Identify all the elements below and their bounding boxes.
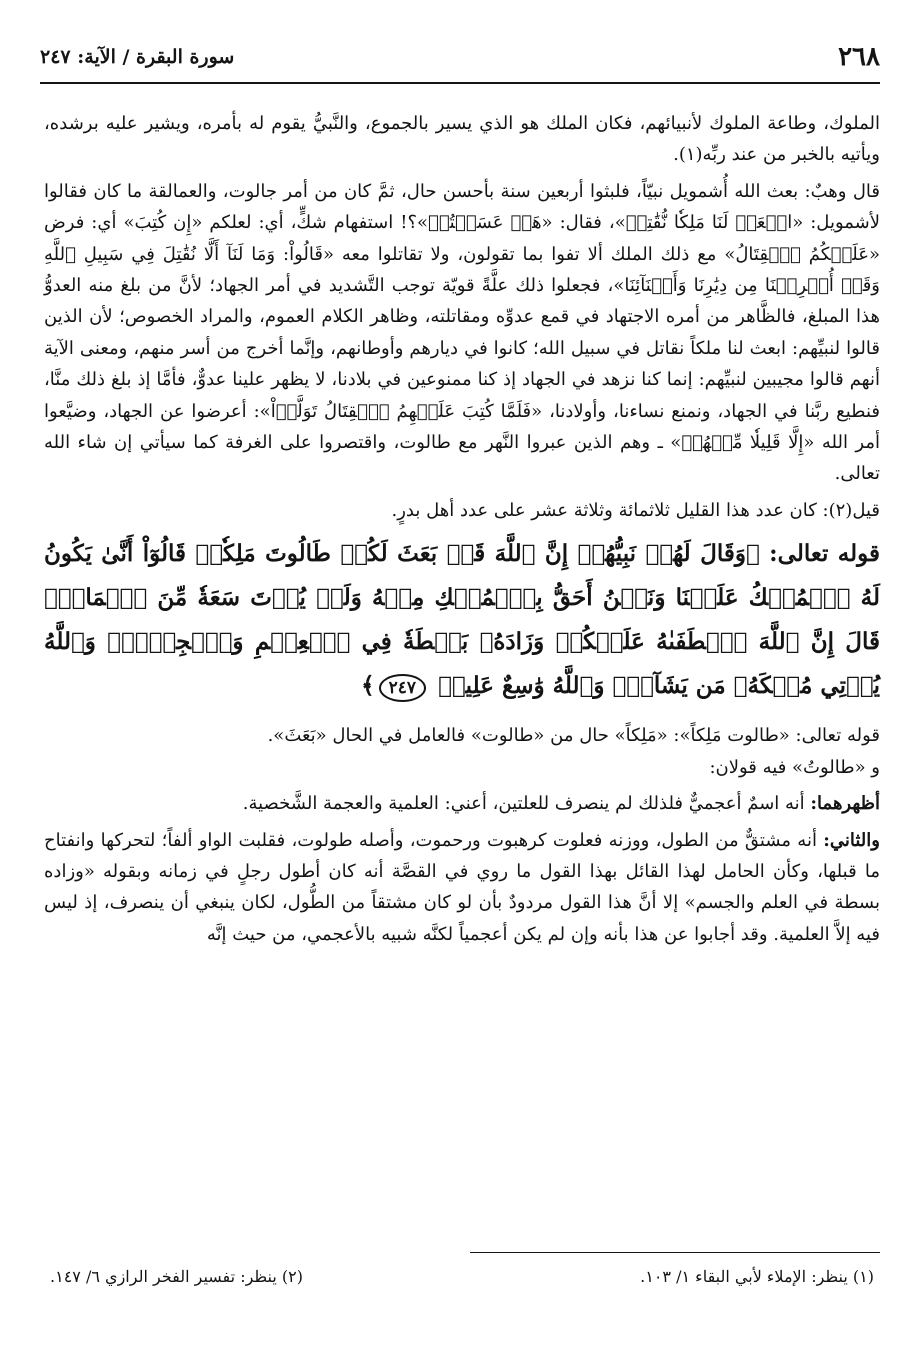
paragraph-1: الملوك، وطاعة الملوك لأنبيائهم، فكان الملك هو الذي يسير بالجموع، والنَّبيُّ يقوم له بأمره، ويشير عليه برشده، ويأتيه بالخبر من عند ربِّه(١).: [44, 113, 880, 166]
quran-verse: [44, 532, 880, 708]
verse-text: وَقَالَ لَهُمۡ نَبِيُّهُمۡ إِنَّ ٱللَّهَ قَدۡ بَعَثَ لَكُمۡ طَالُوتَ مَلِكٗاۚ قَالُوٓاْ أَنَّىٰ يَكُونُ لَهُ ٱلۡمُلۡكُ عَلَيۡنَا وَنَحۡنُ أَحَقُّ بِٱلۡمُلۡكِ مِنۡهُ وَلَمۡ يُؤۡتَ سَعَةٗ مِّنَ ٱلۡمَالِۚ قَالَ إِنَّ ٱللَّهَ ٱصۡطَفَىٰهُ عَلَيۡكُمۡ وَزَادَهُۥ بَسۡطَةٗ فِي ٱلۡعِلۡمِ وَٱلۡجِسۡمِۖ وَٱللَّهُ يُؤۡتِي مُلۡكَهُۥ مَن يَشَآءُۚ وَٱللَّهُ وَٰسِعٌ عَلِيمٞ: [44, 540, 880, 700]
footnotes: [44, 1252, 880, 1286]
second-opinion-text: أنه مشتقٌّ من الطول، ووزنه فعلوت كرهبوت ورحموت، وأصله طولوت، فقلبت الواو ألفاً؛ لتحركها وانفتاح ما قبلها، وكأن الحامل لهذا القائل بهذا القول ما روي في القصَّة أنه كان أطول رجلٍ في زمانه وبقوله «وزاده بسطة في العلم والجسم» إلا أنَّ هذا القول مردودٌ بأن لو كان مشتقاً من الطُّول، لكان ينبغي أن ينصرف، إذ ليس فيه إلاَّ العلمية. وقد أجابوا عن هذا بأنه وإن لم يكن أعجمياً لكنَّه شبيه بالأعجمي، من حيث إنَّه: [44, 829, 880, 945]
running-head: سورة البقرة / الآية: ٢٤٧: [40, 46, 235, 68]
paragraph-4-line-1: قوله تعالى: «طالوت مَلِكاً»: «مَلِكاً» حال من «طالوت» فالعامل في الحال «بَعَثَ».: [267, 725, 880, 747]
first-opinion-label: أظهرهما:: [810, 793, 880, 815]
page-body: [44, 108, 880, 955]
ayah-number-medallion: ٢٤٧: [379, 674, 426, 702]
paragraph-3: قيل(٢): كان عدد هذا القليل ثلاثمائة وثلاثة عشر على عدد أهل بدرٍ.: [391, 499, 880, 521]
page-number: ٢٦٨: [838, 42, 880, 72]
verse-intro: قوله تعالى: ﴿: [745, 540, 880, 568]
footnote-row: [44, 1267, 880, 1286]
page-header: [40, 36, 880, 84]
paragraph-4: [44, 720, 880, 783]
footnote-2: (٢) ينظر: تفسير الفخر الرازي ٦/ ١٤٧.: [50, 1267, 303, 1286]
paragraph-4-line-2: و «طالوتُ» فيه قولان:: [709, 756, 880, 778]
footnote-divider: [470, 1252, 880, 1253]
paragraph-2: قال وهبٌ: بعث الله أُشمويل نبيّاً، فلبثوا أربعين سنة بأحسن حال، ثمَّ كان من أمر جالوت، والعمالقة ما كان فقالوا لأشمويل: «ابۡعَثۡ لَنَا مَلِكٗا نُّقَٰتِلۡ»، فقال: «هَلۡ عَسَيۡتُمۡ»؟! استفهام شكٍّ، أي: لعلكم «إِن كُتِبَ» أي: فرض «عَلَيۡكُمُ ٱلۡقِتَالُ» مع ذلك الملك ألا تفوا بما تقولون، ولا تقاتلوا معه «قَالُواْ: وَمَا لَنَآ أَلَّا نُقَٰتِلَ فِي سَبِيلِ ٱللَّهِ وَقَدۡ أُخۡرِجۡنَا مِن دِيَٰرِنَا وَأَبۡنَآئِنَا»، فجعلوا ذلك علَّةً قويّة توجب التَّشديد في أمر الجهاد؛ لأنَّ من بلغ منه العدوُّ هذا المبلغ، فالظَّاهر من أمره الاجتهاد في قمع عدوِّه ومقاتلته، وظاهر الكلام العموم، والمراد الخصوص؛ لأن الذين قالوا لنبيِّهم: ابعث لنا ملكاً نقاتل في سبيل الله؛ كانوا في ديارهم وأوطانهم، وإنَّما أخرج من أسر منهم، ومعنى الآية أنهم قالوا مجيبين لنبيِّهم: إنما كنا نزهد في الجهاد إذ كنا ممنوعين في بلادنا، لا يظهر علينا عدوٌّ، فأمَّا إذ بلغ ذلك منَّا، فنطيع ربَّنا في الجهاد، ونمنع نساءنا، وأولادنا، «فَلَمَّا كُتِبَ عَلَيۡهِمُ ٱلۡقِتَالُ تَوَلَّوۡاْ»: أعرضوا عن الجهاد، وضيَّعوا أمر الله «إِلَّا قَلِيلٗا مِّنۡهُمۡ» ـ وهم الذين عبروا النَّهر مع طالوت، واقتصروا على الغرفة كما سيأتي إن شاء الله تعالى.: [44, 180, 880, 485]
paragraph-5: [44, 788, 880, 819]
verse-close-bracket: ﴾: [361, 672, 375, 700]
footnote-1: (١) ينظر: الإملاء لأبي البقاء ١/ ١٠٣.: [640, 1267, 874, 1286]
first-opinion-text: أنه اسمٌ أعجميٌّ فلذلك لم ينصرف للعلتين، أعني: العلمية والعجمة الشَّخصية.: [242, 793, 805, 815]
second-opinion-label: والثاني:: [823, 829, 880, 851]
paragraph-6: [44, 825, 880, 951]
